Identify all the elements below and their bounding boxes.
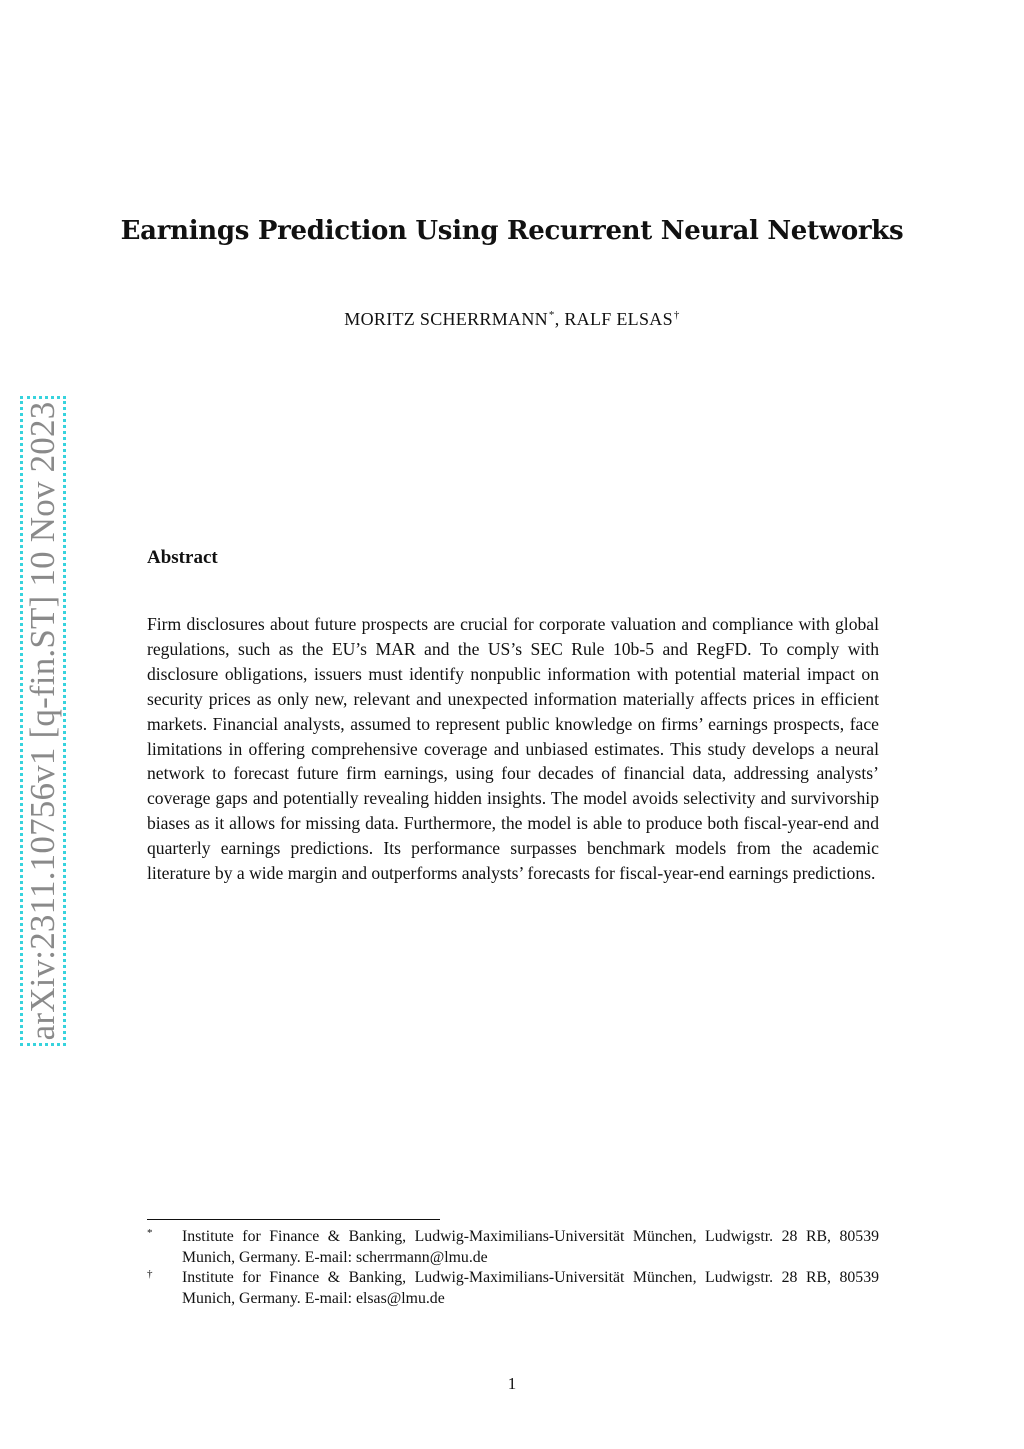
footnote <box>147 1226 879 1268</box>
footnote-marker[interactable]: † <box>673 309 680 321</box>
footnote-mark: † <box>147 1268 153 1280</box>
footnote-divider <box>147 1219 440 1220</box>
paper-title: Earnings Prediction Using Recurrent Neural Networks <box>120 216 904 246</box>
abstract-heading: Abstract <box>147 547 218 568</box>
footnote <box>147 1267 879 1309</box>
footnote-mark: * <box>147 1227 153 1239</box>
footnote-marker[interactable]: * <box>548 309 555 321</box>
author-name: RALF ELSAS <box>564 309 673 329</box>
footnote-text: Institute for Finance & Banking, Ludwig-Maximilians-Universität München, Ludwigstr. 28 RB, 80539 Munich, Germany. E-mail: elsas@lmu.de <box>182 1269 879 1307</box>
arxiv-stamp[interactable] <box>20 396 66 1046</box>
footnote-text: Institute for Finance & Banking, Ludwig-Maximilians-Universität München, Ludwigstr. 28 RB, 80539 Munich, Germany. E-mail: scherrmann@lmu.de <box>182 1228 879 1266</box>
page-number: 1 <box>507 1374 517 1393</box>
abstract-text: Firm disclosures about future prospects are crucial for corporate valuation and compliance with global regulations, such as the EU’s MAR and the US’s SEC Rule 10b-5 and RegFD. To comply with disclosure obligations, issuers must identify nonpublic information with potential material impact on security prices as only new, relevant and unexpected information materially affects prices in efficient markets. Financial analysts, assumed to represent public knowledge on firms’ earnings prospects, face limitations in offering comprehensive coverage and unbiased estimates. This study develops a neural network to forecast future firm earnings, using four decades of financial data, addressing analysts’ coverage gaps and potentially revealing hidden insights. The model avoids selectivity and survivorship biases as it allows for missing data. Furthermore, the model is able to produce both fiscal-year-end and quarterly earnings predictions. Its performance surpasses benchmark models from the academic literature by a wide margin and outperforms analysts’ forecasts for fiscal-year-end earnings predictions. <box>147 614 879 884</box>
arxiv-stamp-text: arXiv:2311.10756v1 [q-fin.ST] 10 Nov 2023 <box>23 401 62 1041</box>
author-name: MORITZ SCHERRMANN <box>344 309 548 329</box>
author-list <box>0 309 1024 330</box>
author-separator: , <box>554 309 560 329</box>
